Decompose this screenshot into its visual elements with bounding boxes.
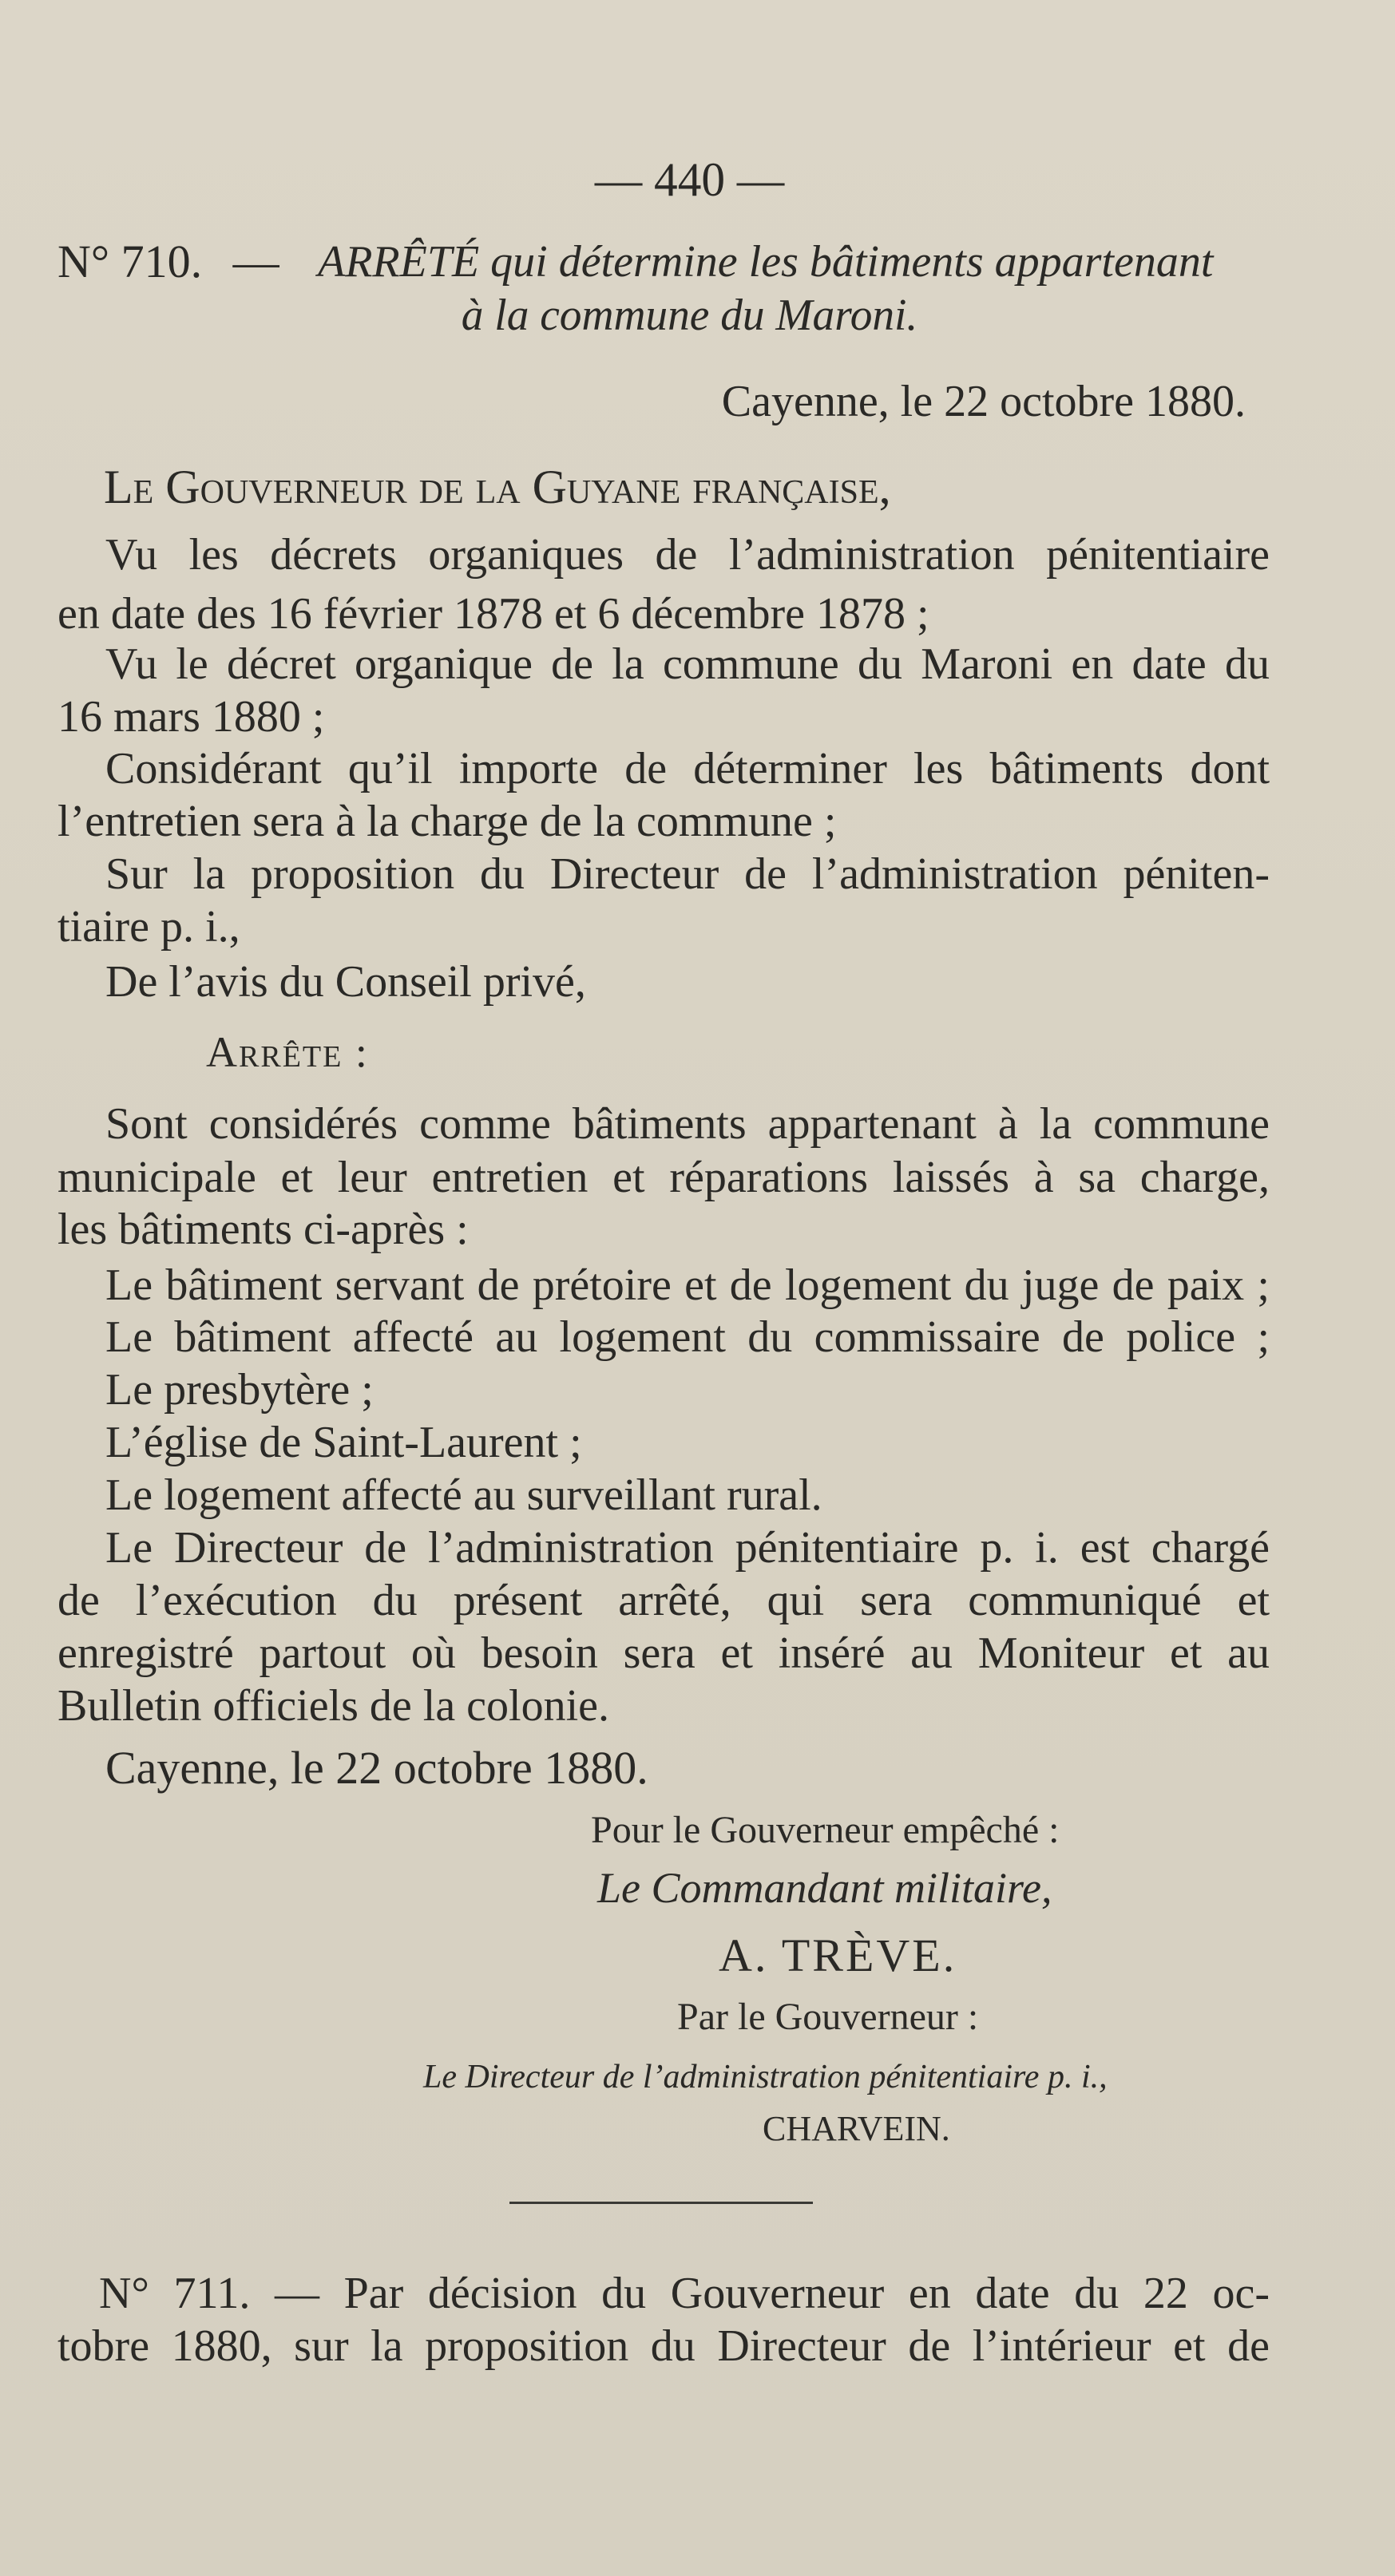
next-decree-line: N° 711. — Par décision du Gouverneur en date du 22 oc- (99, 2269, 1270, 2318)
body-line: L’église de Saint-Laurent ; (105, 1418, 582, 1467)
signature-director-name: CHARVEIN. (763, 2109, 950, 2148)
decree-title-line1: ARRÊTÉ qui détermine les bâtiments appartenant (318, 237, 1214, 287)
decree-dash: — (232, 235, 279, 287)
body-line: enregistré partout où besoin sera et inséré au Moniteur et au (57, 1628, 1270, 1678)
signature-role: Le Commandant militaire, (597, 1864, 1052, 1912)
body-line: Sont considérés comme bâtiments appartenant à la commune (105, 1099, 1270, 1149)
section-divider (509, 2202, 813, 2204)
body-line: Le logement affecté au surveillant rural. (105, 1470, 822, 1520)
preamble-line: tiaire p. i., (57, 902, 240, 952)
body-line: Le Directeur de l’administration pénitentiaire p. i. est chargé (105, 1523, 1270, 1573)
decree-place-date: Cayenne, le 22 octobre 1880. (721, 377, 1246, 426)
arrete-label: Arrête : (206, 1028, 369, 1076)
body-line: Bulletin officiels de la colonie. (57, 1681, 610, 1731)
preamble-line: l’entretien sera à la charge de la commune ; (57, 797, 837, 846)
body-line: Le bâtiment servant de prétoire et de logement du juge de paix ; (105, 1260, 1270, 1310)
decree-number (57, 234, 279, 290)
preamble-line: Vu les décrets organiques de l’administration pénitentiaire (105, 530, 1270, 580)
preamble-author: Le Gouverneur de la Guyane française, (104, 461, 891, 513)
signature-name: A. TRÈVE. (719, 1929, 957, 1981)
body-line: Le bâtiment affecté au logement du commissaire de police ; (105, 1312, 1270, 1362)
signature-by-governor: Par le Gouverneur : (677, 1996, 979, 2038)
closing-date: Cayenne, le 22 octobre 1880. (105, 1742, 648, 1794)
body-line: Le presbytère ; (105, 1365, 374, 1415)
decree-title-line2: à la commune du Maroni. (461, 291, 918, 340)
signature-for-governor: Pour le Gouverneur empêché : (591, 1809, 1060, 1851)
preamble-line: 16 mars 1880 ; (57, 692, 325, 742)
preamble-line: en date des 16 février 1878 et 6 décembre 1878 ; (57, 589, 929, 639)
page-number: — 440 — (594, 153, 785, 206)
body-line: de l’exécution du présent arrêté, qui sera communiqué et (57, 1576, 1270, 1625)
next-decree-line: tobre 1880, sur la proposition du Directeur de l’intérieur et de (57, 2321, 1270, 2371)
body-line: les bâtiments ci-après : (57, 1205, 469, 1254)
signature-director-role: Le Directeur de l’administration pénitentiaire p. i., (423, 2059, 1108, 2095)
preamble-line: Considérant qu’il importe de déterminer les bâtiments dont (105, 744, 1270, 793)
preamble-line: Sur la proposition du Directeur de l’administration péniten- (105, 849, 1270, 899)
preamble-line: Vu le décret organique de la commune du Maroni en date du (105, 639, 1270, 689)
preamble-line: De l’avis du Conseil privé, (105, 957, 586, 1007)
body-line: municipale et leur entretien et réparations laissés à sa charge, (57, 1153, 1270, 1202)
decree-number-label: N° 710. (57, 235, 203, 287)
